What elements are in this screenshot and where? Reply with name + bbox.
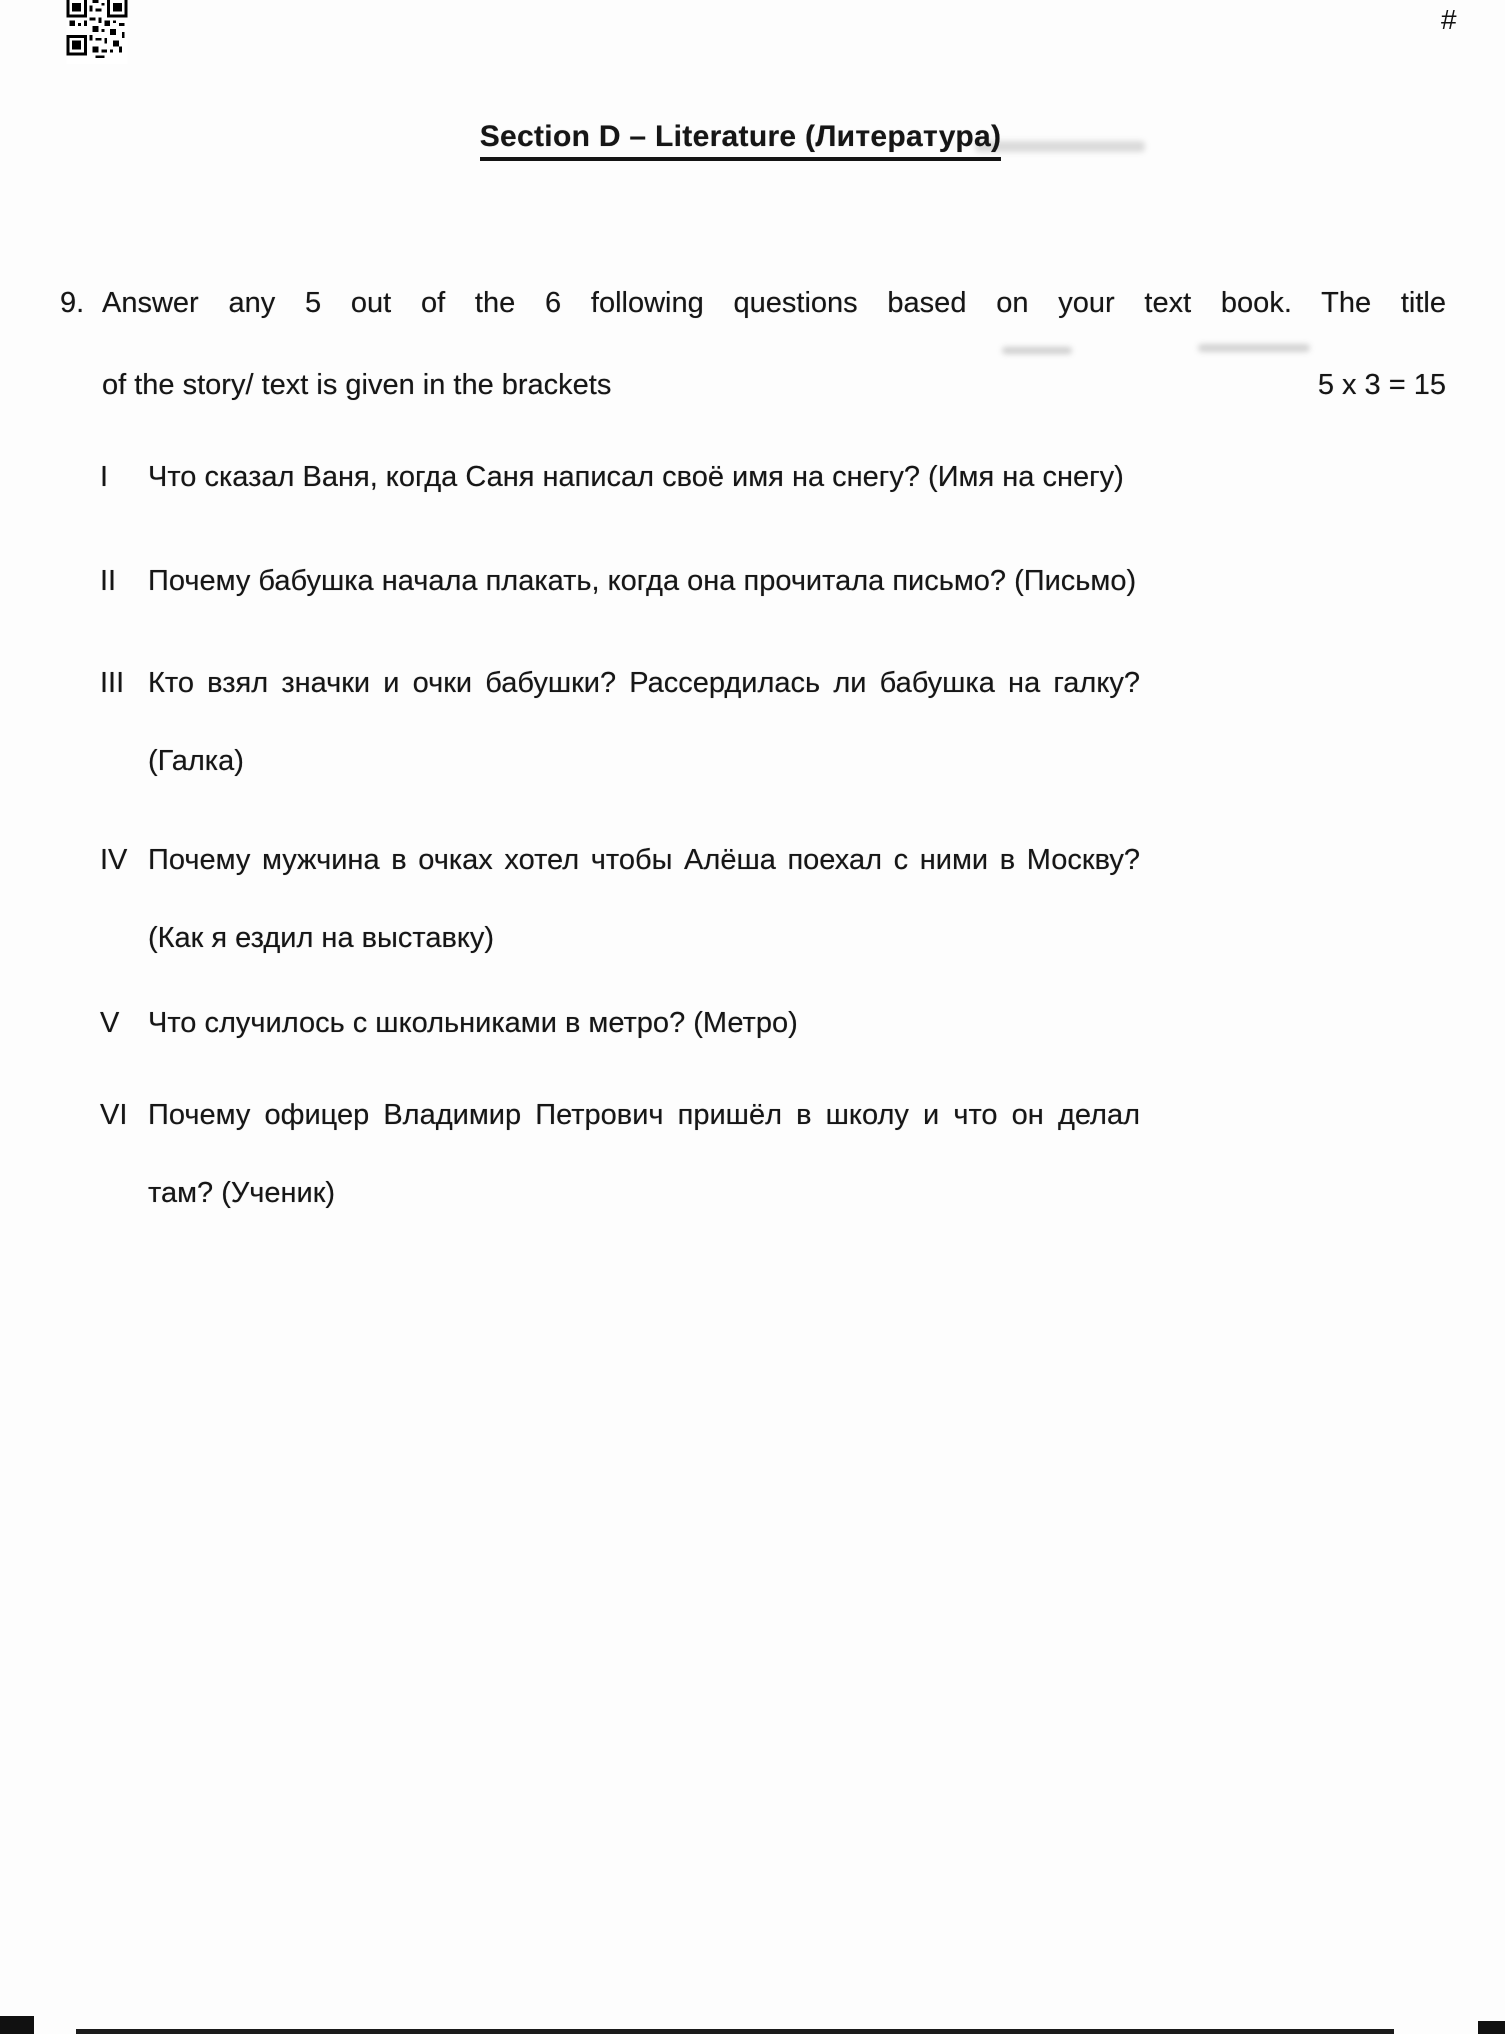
qr-code-icon <box>66 0 128 64</box>
question-text-line: Почему мужчина в очках хотел чтобы Алёша поехал с ними в Москву? <box>148 844 1140 876</box>
question-numeral: V <box>100 1007 120 1039</box>
scan-smudge <box>975 141 1145 152</box>
scan-artifact <box>1478 2021 1505 2034</box>
question-numeral: II <box>100 565 117 597</box>
question-numeral: IV <box>100 844 128 876</box>
section-title: Section D – Literature (Литература) <box>480 120 1002 161</box>
question-text-line: Почему бабушка начала плакать, когда она прочитала письмо? (Письмо) <box>148 565 1137 597</box>
question-text-line: of the story/ text is given in the brackets <box>102 369 612 401</box>
page-hash-mark: # <box>1441 4 1457 35</box>
question-text-line: (Как я ездил на выставку) <box>148 922 495 954</box>
subquestion-item <box>100 644 1140 800</box>
subquestion-item <box>100 984 1140 1062</box>
question-9 <box>60 262 1446 426</box>
scan-artifact <box>76 2029 1394 2034</box>
question-text-line: там? (Ученик) <box>148 1177 336 1209</box>
subquestion-item <box>100 1076 1140 1232</box>
question-numeral: I <box>100 461 109 493</box>
question-text-line: Answer any 5 out of the 6 following questions based on your text book. The title <box>102 287 1446 319</box>
question-number: 9. <box>60 287 85 319</box>
question-numeral: III <box>100 667 125 699</box>
question-text-line: Кто взял значки и очки бабушки? Рассердилась ли бабушка на галку? <box>148 667 1140 699</box>
question-text-line: Что случилось с школьниками в метро? (Метро) <box>148 1007 798 1039</box>
question-numeral: VI <box>100 1099 128 1131</box>
question-text-line: Почему офицер Владимир Петрович пришёл в школу и что он делал <box>148 1099 1140 1131</box>
question-text-line: (Галка) <box>148 745 244 777</box>
marks-label: 5 x 3 = 15 <box>1317 369 1446 401</box>
subquestion-item <box>100 438 1140 516</box>
subquestion-item <box>100 542 1140 620</box>
question-text-line: Что сказал Ваня, когда Саня написал своё имя на снегу? (Имя на снегу) <box>148 461 1124 493</box>
scan-artifact <box>0 2016 34 2034</box>
subquestion-item <box>100 821 1140 977</box>
